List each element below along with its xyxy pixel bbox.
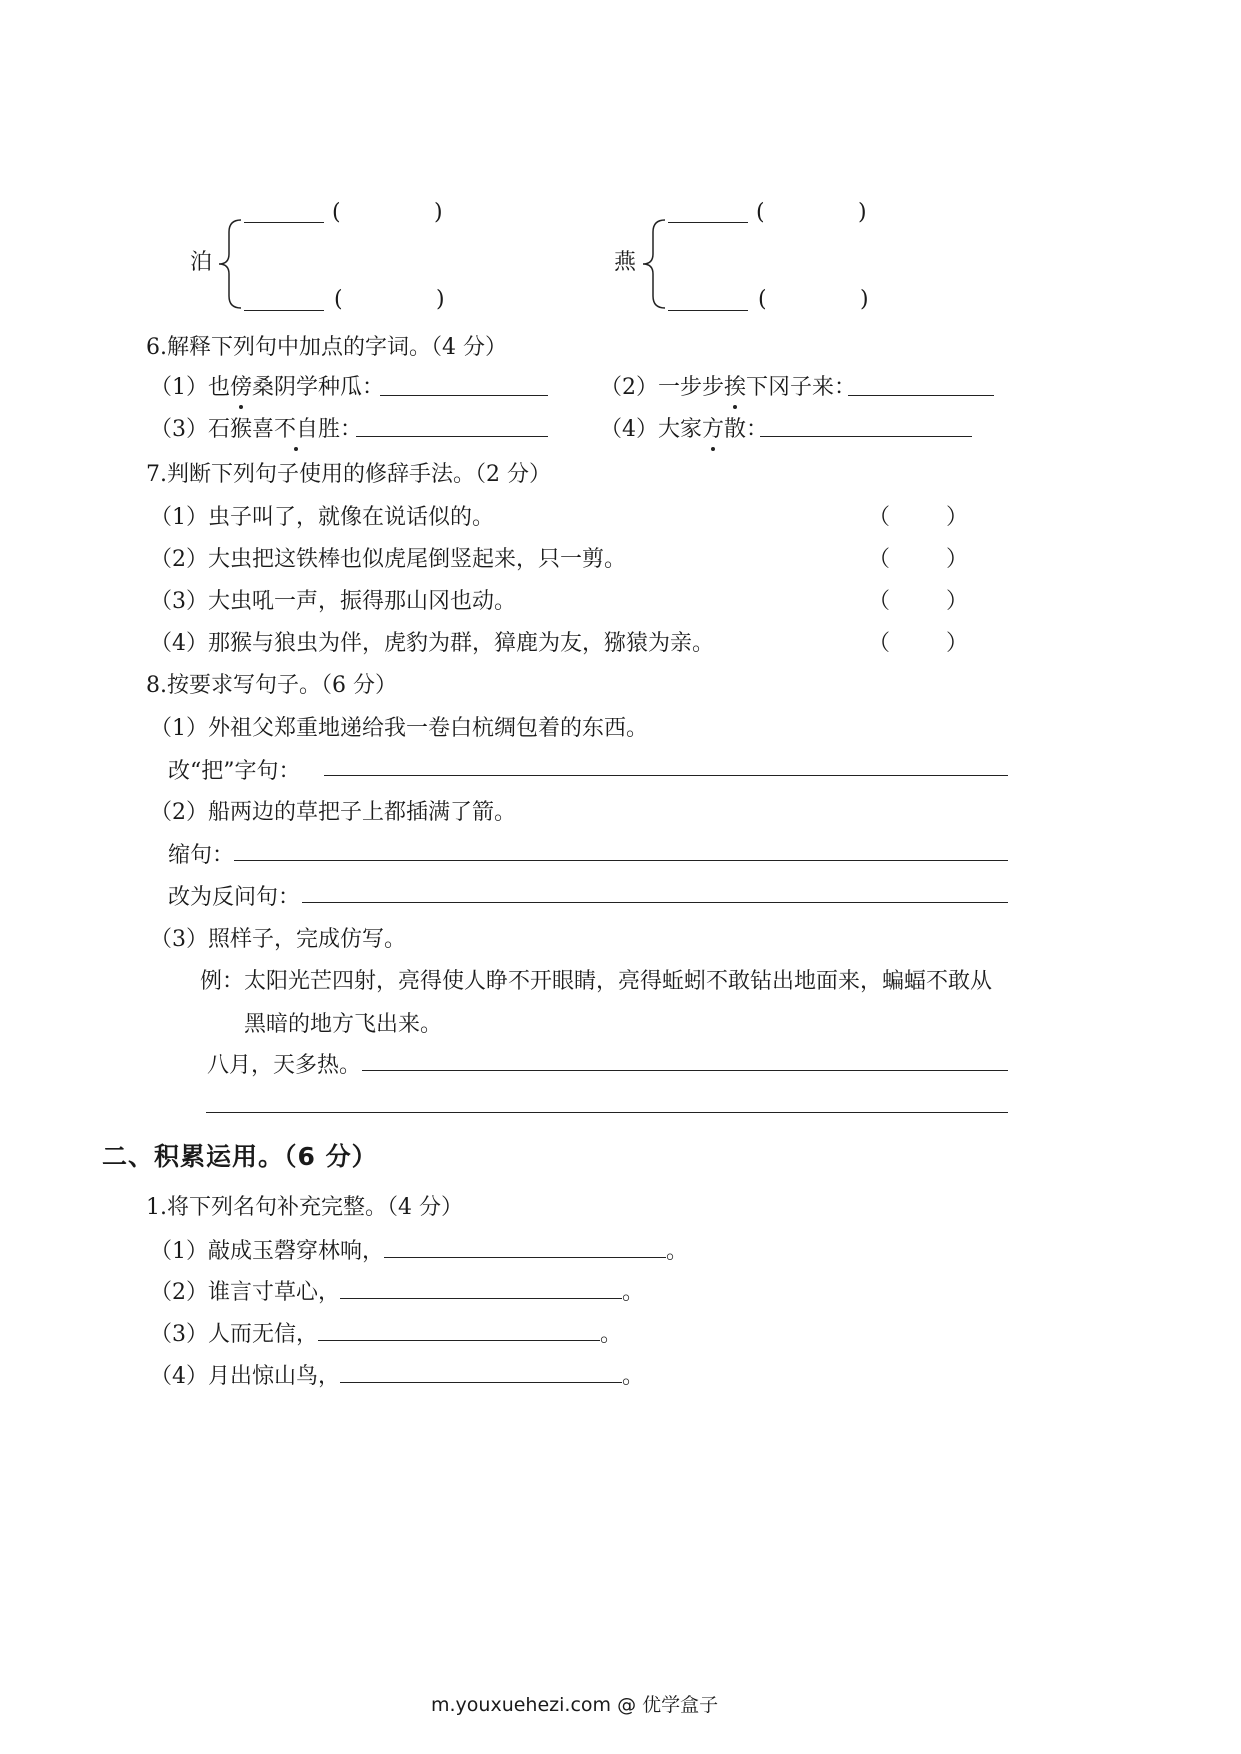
answer-line[interactable] xyxy=(668,222,748,223)
q6-item-3: （3）石猴喜不自胜： xyxy=(150,412,362,443)
q6-item-2: （2）一步步挨下冈子来： xyxy=(600,370,856,401)
paren-open: ( xyxy=(334,287,343,312)
quote-item-2: （2）谁言寸草心， 。 xyxy=(150,1275,644,1306)
paren-open: （ xyxy=(868,631,891,656)
paren-open: （ xyxy=(868,547,891,572)
answer-line[interactable] xyxy=(244,222,324,223)
question-6-title: 6.解释下列句中加点的字词。（4 分） xyxy=(146,335,507,360)
answer-line[interactable] xyxy=(760,436,972,437)
answer-line[interactable] xyxy=(848,395,994,396)
example-line-2: 黑暗的地方飞出来。 xyxy=(244,1012,443,1037)
q7-item-1: （1）虫子叫了，就像在说话似的。 xyxy=(150,505,494,530)
dotted-word: 喜不自胜 xyxy=(252,412,340,443)
paren-close: ) xyxy=(436,287,445,312)
dotted-word: 方 xyxy=(702,412,724,443)
section-2-heading: 二、积累运用。（6 分） xyxy=(102,1142,378,1171)
paren-open: （ xyxy=(868,589,891,614)
q7-item-3: （3）大虫吼一声，振得那山冈也动。 xyxy=(150,589,516,614)
answer-line[interactable] xyxy=(324,775,1008,776)
paren-open: （ xyxy=(868,505,891,530)
answer-line[interactable] xyxy=(356,436,548,437)
section-2-q1-title: 1.将下列名句补充完整。（4 分） xyxy=(146,1195,463,1220)
q8-sentence-2: （2）船两边的草把子上都插满了箭。 xyxy=(150,800,516,825)
footer-watermark: m.youxuehezi.com @ 优学盒子 xyxy=(431,1694,719,1716)
quote-item-1: （1）敲成玉磬穿林响， 。 xyxy=(150,1234,688,1265)
q7-item-2: （2）大虫把这铁棒也似虎尾倒竖起来，只一剪。 xyxy=(150,547,626,572)
answer-line[interactable] xyxy=(206,1112,1008,1113)
brace-icon xyxy=(637,218,667,310)
q6-item-4: （4）大家方散： xyxy=(600,412,768,443)
paren-open: ( xyxy=(756,200,765,225)
answer-line[interactable] xyxy=(244,310,324,311)
dotted-word: 傍 xyxy=(230,370,252,401)
quote-item-4: （4）月出惊山鸟， 。 xyxy=(150,1359,644,1390)
q8-prompt-shorten: 缩句： xyxy=(168,843,235,868)
imitate-start: 八月，天多热。 xyxy=(207,1053,362,1078)
answer-line[interactable] xyxy=(362,1070,1008,1071)
q8-sentence-3: （3）照样子，完成仿写。 xyxy=(150,927,406,952)
answer-line[interactable] xyxy=(340,1276,622,1299)
paren-close: ） xyxy=(946,631,969,656)
q7-item-4: （4）那猴与狼虫为伴，虎豹为群，獐鹿为友，猕猿为亲。 xyxy=(150,631,714,656)
answer-line[interactable] xyxy=(318,1318,600,1341)
dotted-word: 挨 xyxy=(724,370,746,401)
answer-line[interactable] xyxy=(340,1360,622,1383)
answer-line[interactable] xyxy=(668,310,748,311)
question-8-title: 8.按要求写句子。（6 分） xyxy=(146,673,397,698)
example-line-1: 太阳光芒四射，亮得使人睁不开眼睛，亮得蚯蚓不敢钻出地面来，蝙蝠不敢从 xyxy=(244,969,993,994)
quote-item-3: （3）人而无信， 。 xyxy=(150,1317,622,1348)
paren-close: ） xyxy=(946,505,969,530)
polyphone-char: 燕 xyxy=(614,250,637,275)
polyphone-char: 泊 xyxy=(190,250,213,275)
paren-close: ） xyxy=(946,589,969,614)
paren-close: ) xyxy=(434,200,443,225)
answer-line[interactable] xyxy=(234,860,1008,861)
paren-open: ( xyxy=(758,287,767,312)
answer-line[interactable] xyxy=(380,395,548,396)
paren-close: ) xyxy=(860,287,869,312)
paren-close: ） xyxy=(946,547,969,572)
brace-icon xyxy=(213,218,243,310)
example-label: 例： xyxy=(200,969,245,994)
paren-open: ( xyxy=(332,200,341,225)
q6-item-1: （1）也傍桑阴学种瓜： xyxy=(150,370,384,401)
paren-close: ) xyxy=(858,200,867,225)
question-7-title: 7.判断下列句子使用的修辞手法。（2 分） xyxy=(146,462,551,487)
q8-prompt-ba: 改“把”字句： xyxy=(168,759,301,784)
answer-line[interactable] xyxy=(384,1235,666,1258)
q8-sentence-1: （1）外祖父郑重地递给我一卷白杭绸包着的东西。 xyxy=(150,716,648,741)
answer-line[interactable] xyxy=(302,902,1008,903)
q8-prompt-rhetorical: 改为反问句： xyxy=(168,885,301,910)
